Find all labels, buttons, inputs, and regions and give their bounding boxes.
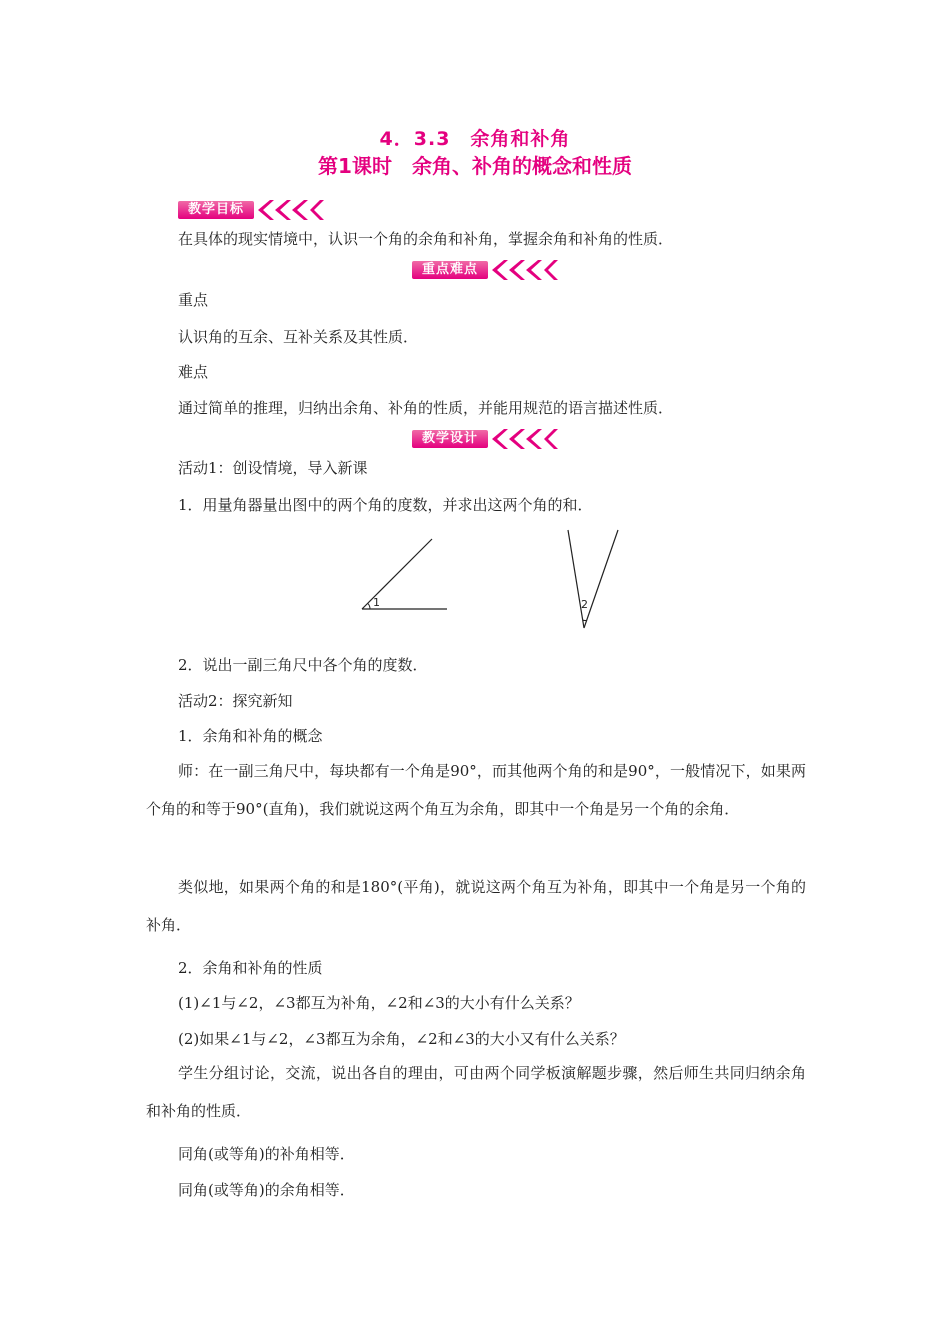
banner-key (412, 259, 560, 281)
section-title: 4．3.3 余角和补角 (379, 128, 571, 150)
activity1-title: 活动1：创设情境，导入新课 (178, 459, 368, 477)
activity2-paragraph2: 类似地，如果两个角的和是180°(平角)，就说这两个角互为补角，即其中一个角是另一个角的补角． (146, 878, 806, 934)
nandian-label: 难点 (178, 363, 209, 381)
angle-1-figure (355, 535, 455, 615)
activity2-subtitle2: 2．余角和补角的性质 (178, 959, 323, 977)
angle-1-arc (368, 603, 370, 609)
chevrons-icon (490, 428, 560, 450)
angle-1-label: 1 (373, 596, 380, 609)
lesson-title: 第1课时 余角、补角的概念和性质 (318, 154, 632, 178)
activity2-question2: (2)如果∠1与∠2，∠3都互为余角，∠2和∠3的大小又有什么关系？ (178, 1030, 625, 1048)
angle-2-ray-left (568, 530, 584, 628)
banner-design-label: 教学设计 (412, 430, 488, 448)
activity1-question2: 2．说出一副三角尺中各个角的度数． (178, 656, 428, 674)
goals-text: 在具体的现实情境中，认识一个角的余角和补角，掌握余角和补角的性质． (178, 230, 674, 248)
banner-goals (178, 199, 326, 221)
angle-2-figure (562, 526, 624, 632)
activity2-paragraph1: 师：在一副三角尺中，每块都有一个角是90°，而其他两个角的和是90°，一般情况下，如果两个角的和等于90°(直角)，我们就说这两个角互为余角，即其中一个角是另一个角的余角． (146, 762, 806, 818)
property-complementary: 同角(或等角)的余角相等． (178, 1181, 355, 1199)
activity2-title: 活动2：探究新知 (178, 692, 293, 710)
activity2-paragraph3: 学生分组讨论，交流，说出各自的理由，可由两个同学板演解题步骤，然后师生共同归纳余角和补角的性质． (146, 1064, 806, 1120)
banner-goals-label: 教学目标 (178, 201, 254, 219)
banner-design (412, 428, 560, 450)
activity2-question1: (1)∠1与∠2，∠3都互为补角，∠2和∠3的大小有什么关系？ (178, 994, 580, 1012)
chevrons-icon (490, 259, 560, 281)
angle-2-ray-right (584, 530, 618, 628)
zhongdian-text: 认识角的互余、互补关系及其性质． (178, 328, 419, 346)
nandian-text: 通过简单的推理，归纳出余角、补角的性质，并能用规范的语言描述性质． (178, 399, 674, 417)
activity2-subtitle1: 1．余角和补角的概念 (178, 727, 323, 745)
activity1-question1: 1．用量角器量出图中的两个角的度数，并求出这两个角的和． (178, 496, 593, 514)
angle-2-label: 2 (581, 598, 588, 611)
chevrons-icon (256, 199, 326, 221)
banner-key-label: 重点难点 (412, 261, 488, 279)
property-supplementary: 同角(或等角)的补角相等． (178, 1145, 355, 1163)
zhongdian-label: 重点 (178, 291, 209, 309)
